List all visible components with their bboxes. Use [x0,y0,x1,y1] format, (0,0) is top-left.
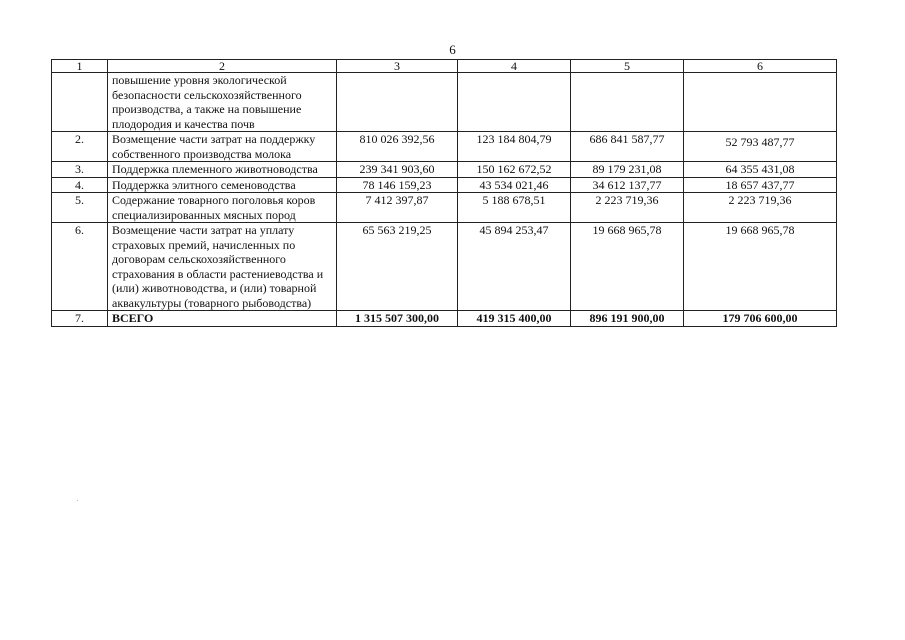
row-name: Содержание товарного поголовья коров специализированных мясных пород [108,193,337,223]
cell-col3: 65 563 219,25 [337,223,458,311]
table-row-total [52,311,837,327]
header-cell: 1 [52,60,108,73]
cell-col4: 150 162 672,52 [458,162,571,178]
cell-col5: 34 612 137,77 [571,177,684,193]
cell-col6: 64 355 431,08 [684,162,837,178]
cell-col3: 78 146 159,23 [337,177,458,193]
cell-col3: 1 315 507 300,00 [337,311,458,327]
cell-col5: 2 223 719,36 [571,193,684,223]
header-cell: 5 [571,60,684,73]
cell-col3: 7 412 397,87 [337,193,458,223]
cell-col5: 686 841 587,77 [571,132,684,162]
scan-speck [77,500,78,501]
row-number: 3. [52,162,108,178]
cell-col3 [337,73,458,132]
row-name: Возмещение части затрат на поддержку собственного производства молока [108,132,337,162]
row-number: 5. [52,193,108,223]
table-row [52,132,837,162]
data-table [51,59,837,327]
row-name: Поддержка племенного животноводства [108,162,337,178]
row-name: Поддержка элитного семеноводства [108,177,337,193]
cell-col5: 896 191 900,00 [571,311,684,327]
cell-col3: 810 026 392,56 [337,132,458,162]
cell-col5 [571,73,684,132]
header-cell: 4 [458,60,571,73]
cell-col4 [458,73,571,132]
cell-col6: 179 706 600,00 [684,311,837,327]
cell-col4: 419 315 400,00 [458,311,571,327]
header-cell: 3 [337,60,458,73]
row-number [52,73,108,132]
cell-col6 [684,73,837,132]
cell-col6: 52 793 487,77 [684,132,837,162]
table-row [52,177,837,193]
header-cell: 6 [684,60,837,73]
cell-col5: 19 668 965,78 [571,223,684,311]
cell-col3: 239 341 903,60 [337,162,458,178]
cell-col6: 19 668 965,78 [684,223,837,311]
row-name: Возмещение части затрат на уплату страховых премий, начисленных по договорам сельскохозяйственного страхования в области растениеводства и (или) животноводства, и (или) товарной аквакультуры (товарного рыбоводства) [108,223,337,311]
table-row [52,193,837,223]
row-number: 4. [52,177,108,193]
table-row [52,162,837,178]
cell-col4: 45 894 253,47 [458,223,571,311]
page-number: 6 [449,42,456,57]
header-cell: 2 [108,60,337,73]
row-name: повышение уровня экологической безопасности сельскохозяйственного производства, а также на повышение плодородия и качества почв [108,73,337,132]
row-number: 7. [52,311,108,327]
table-row [52,223,837,311]
cell-col6: 18 657 437,77 [684,177,837,193]
cell-col5: 89 179 231,08 [571,162,684,178]
cell-col6: 2 223 719,36 [684,193,837,223]
table-row [52,73,837,132]
cell-col4: 123 184 804,79 [458,132,571,162]
row-number: 2. [52,132,108,162]
row-name: ВСЕГО [108,311,337,327]
cell-col4: 43 534 021,46 [458,177,571,193]
cell-col4: 5 188 678,51 [458,193,571,223]
row-number: 6. [52,223,108,311]
table-header-row [52,60,837,73]
